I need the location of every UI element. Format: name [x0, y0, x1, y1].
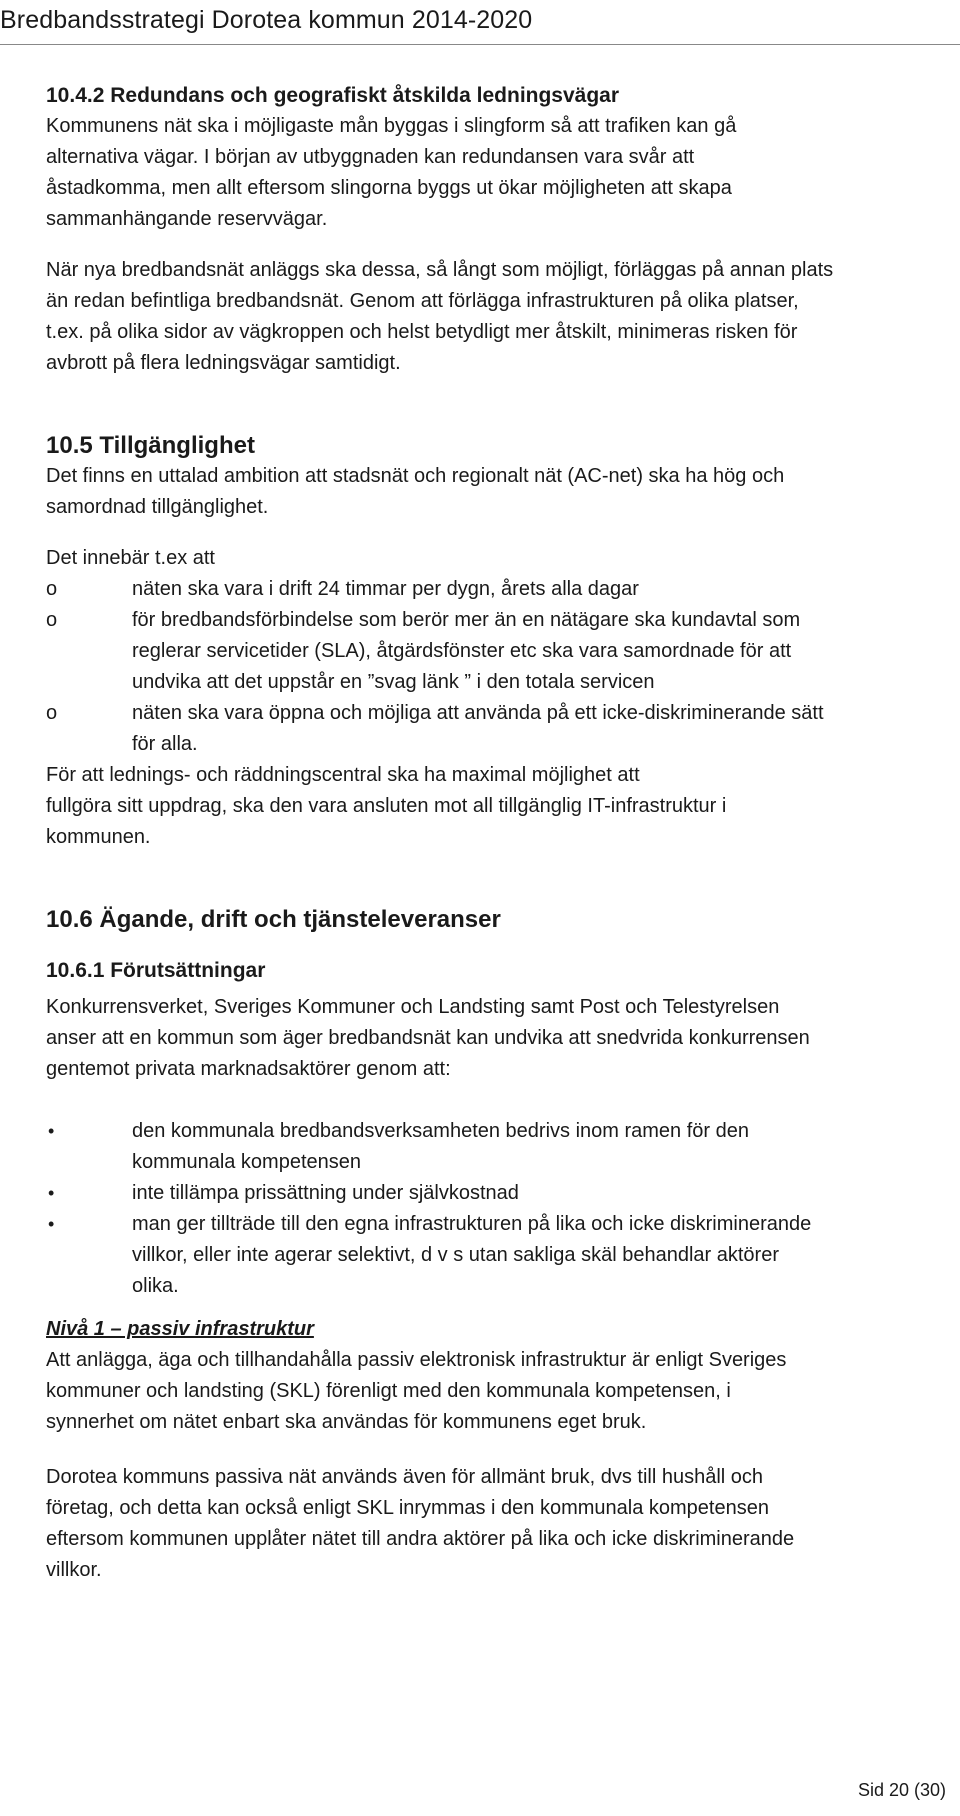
paragraph-dorotea-passiva-nat [46, 1462, 946, 1586]
text-line: För att lednings- och räddningscentral ska ha maximal möjlighet att [46, 764, 640, 786]
text-line: näten ska vara öppna och möjliga att använda på ett icke-diskriminerande sätt [132, 702, 824, 724]
list-item [46, 574, 946, 605]
heading-10-6-1 [46, 955, 946, 986]
text-line: samordnad tillgänglighet. [46, 496, 269, 518]
text-line: än redan befintliga bredbandsnät. Genom att förlägga infrastrukturen på olika platser, [46, 290, 799, 312]
bullet-marker: • [48, 1121, 55, 1141]
heading-number: 10.6.1 [46, 959, 105, 982]
paragraph-niva-1 [46, 1345, 946, 1438]
text-line: kommunala kompetensen [132, 1151, 362, 1173]
text-line: man ger tillträde till den egna infrastrukturen på lika och icke diskriminerande [132, 1213, 812, 1235]
paragraph-redundans-1 [46, 111, 946, 235]
text-line: Dorotea kommuns passiva nät används även för allmänt bruk, dvs till hushåll och [46, 1466, 764, 1488]
list-item [46, 1178, 946, 1209]
text-line: sammanhängande reservvägar. [46, 208, 328, 230]
text-line: reglerar servicetider (SLA), åtgärdsfönster etc ska vara samordnade för att [132, 640, 792, 662]
text-line: Det finns en uttalad ambition att stadsnät och regionalt nät (AC-net) ska ha hög och [46, 465, 785, 487]
paragraph-redundans-2 [46, 255, 946, 379]
document-body [46, 80, 946, 1586]
bullet-marker: • [48, 1214, 55, 1234]
text-line: företag, och detta kan också enligt SKL inrymmas i den kommunala kompetensen [46, 1497, 769, 1519]
header-divider [0, 44, 960, 45]
list-intro: Det innebär t.ex att [46, 547, 215, 569]
heading-number: 10.6 [46, 906, 93, 933]
availability-list [46, 574, 946, 760]
paragraph-forutsattningar-1 [46, 992, 946, 1085]
heading-number: 10.4.2 [46, 84, 105, 107]
text-line: kommunen. [46, 826, 151, 848]
paragraph-tillganglighet-2 [46, 760, 946, 853]
text-line: alternativa vägar. I början av utbyggnaden kan redundansen vara svår att [46, 146, 695, 168]
page-number: Sid 20 (30) [857, 1780, 946, 1800]
text-line: den kommunala bredbandsverksamheten bedrivs inom ramen för den [132, 1120, 750, 1142]
heading-title: Förutsättningar [110, 959, 266, 982]
text-line: för bredbandsförbindelse som berör mer än en nätägare ska kundavtal som [132, 609, 801, 631]
text-line: Konkurrensverket, Sveriges Kommuner och Landsting samt Post och Telestyrelsen [46, 996, 780, 1018]
text-line: villkor, eller inte agerar selektivt, d v s utan sakliga skäl behandlar aktörer [132, 1244, 779, 1266]
list-item [46, 698, 946, 760]
text-line: åstadkomma, men allt eftersom slingorna byggs ut ökar möjligheten att skapa [46, 177, 732, 199]
text-line: olika. [132, 1275, 179, 1297]
heading-10-6 [46, 904, 946, 935]
list-item [46, 1209, 946, 1302]
text-line: näten ska vara i drift 24 timmar per dygn, årets alla dagar [132, 578, 639, 600]
list-marker: o [46, 609, 58, 631]
text-line: kommuner och landsting (SKL) förenligt med den kommunala kompetensen, i [46, 1380, 731, 1402]
text-line: eftersom kommunen upplåter nätet till andra aktörer på lika och icke diskriminerande [46, 1528, 795, 1550]
list-marker: o [46, 578, 58, 600]
bullet-marker: • [48, 1183, 55, 1203]
text-line: inte tillämpa prissättning under självkostnad [132, 1182, 519, 1204]
heading-10-4-2 [46, 80, 946, 111]
text-line: anser att en kommun som äger bredbandsnät kan undvika att snedvrida konkurrensen [46, 1027, 810, 1049]
text-line: för alla. [132, 733, 198, 755]
heading-title: Redundans och geografiskt åtskilda ledningsvägar [110, 84, 620, 107]
list-item [46, 1116, 946, 1178]
text-line: villkor. [46, 1559, 102, 1581]
text-line: undvika att det uppstår en ”svag länk ” i den totala servicen [132, 671, 655, 693]
list-marker: o [46, 702, 58, 724]
heading-title: Ägande, drift och tjänsteleveranser [99, 906, 501, 933]
text-line: gentemot privata marknadsaktörer genom att: [46, 1058, 451, 1080]
text-line: Att anlägga, äga och tillhandahålla passiv elektronisk infrastruktur är enligt Sveriges [46, 1349, 787, 1371]
heading-10-5 [46, 430, 946, 461]
text-line: Kommunens nät ska i möjligaste mån byggas i slingform så att trafiken kan gå [46, 115, 737, 137]
heading-title: Tillgänglighet [99, 432, 255, 459]
list-item [46, 605, 946, 698]
conditions-bullet-list [46, 1116, 946, 1302]
text-line: t.ex. på olika sidor av vägkroppen och helst betydligt mer åtskilt, minimeras risken för [46, 321, 798, 343]
page-header-title: Bredbandsstrategi Dorotea kommun 2014-2020 [0, 6, 533, 34]
text-line: avbrott på flera ledningsvägar samtidigt. [46, 352, 401, 374]
text-line: synnerhet om nätet enbart ska användas för kommunens eget bruk. [46, 1411, 647, 1433]
subheading-niva-1: Nivå 1 – passiv infrastruktur [46, 1318, 314, 1340]
text-line: När nya bredbandsnät anläggs ska dessa, så långt som möjligt, förläggas på annan plats [46, 259, 834, 281]
heading-number: 10.5 [46, 432, 93, 459]
text-line: fullgöra sitt uppdrag, ska den vara ansluten mot all tillgänglig IT-infrastruktur i [46, 795, 727, 817]
paragraph-tillganglighet-1 [46, 461, 946, 523]
